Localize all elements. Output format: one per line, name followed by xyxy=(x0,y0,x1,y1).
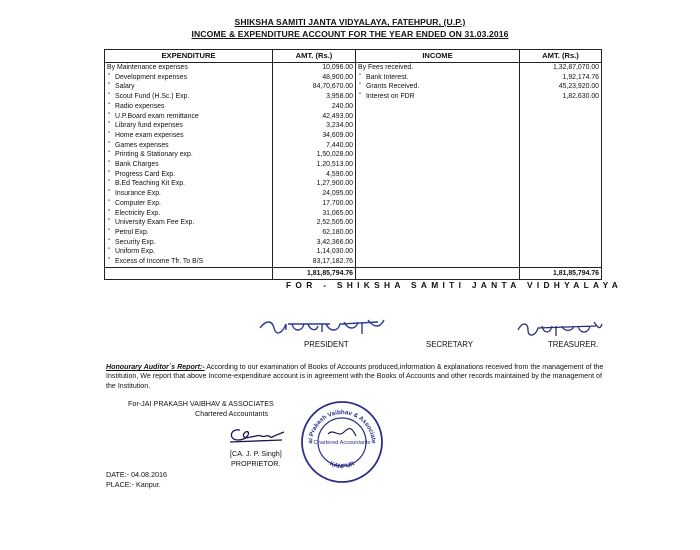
income-item: " Bank Interest. xyxy=(356,73,520,83)
expenditure-item: " Electricity Exp. xyxy=(105,209,273,219)
income-amount xyxy=(520,141,602,151)
expenditure-item: " Development expenses xyxy=(105,73,273,83)
income-amount xyxy=(520,218,602,228)
auditor-title: PROPRIETOR. xyxy=(231,459,281,468)
seal-bottom-text: KANPUR xyxy=(328,460,356,471)
expenditure-item: " Radio expenses xyxy=(105,102,273,112)
expenditure-amount: 31,065.00 xyxy=(273,209,356,219)
auditor-seal xyxy=(298,398,386,486)
expenditure-item: " B.Ed Teaching Kit Exp. xyxy=(105,179,273,189)
table-body xyxy=(105,63,602,280)
income-amount: 1,32,87,070.00 xyxy=(520,63,602,73)
income-item xyxy=(356,179,520,189)
income-amount: 45,23,920.00 xyxy=(520,82,602,92)
expenditure-item: " Insurance Exp. xyxy=(105,189,273,199)
treasurer-label: TREASURER. xyxy=(548,340,599,349)
total-empty-exp xyxy=(105,267,273,279)
col-amount-inc: AMT. (Rs.) xyxy=(520,50,602,63)
income-amount: 1,92,174.76 xyxy=(520,73,602,83)
auditor-signature xyxy=(226,424,286,446)
expenditure-amount: 3,234.00 xyxy=(273,121,356,131)
expenditure-amount: 42,493.00 xyxy=(273,112,356,122)
income-item xyxy=(356,218,520,228)
expenditure-item: " University Exam Fee Exp. xyxy=(105,218,273,228)
income-amount xyxy=(520,170,602,180)
expenditure-amount: 1,20,513.00 xyxy=(273,160,356,170)
svg-text:KANPUR xyxy=(328,460,356,470)
expenditure-amount: 24,095.00 xyxy=(273,189,356,199)
income-amount xyxy=(520,228,602,238)
income-amount xyxy=(520,257,602,267)
income-item: " Interest on FDR xyxy=(356,92,520,102)
income-item xyxy=(356,131,520,141)
income-amount xyxy=(520,238,602,248)
seal-top-text: ai Prakash Vaibhav & Associate xyxy=(306,408,378,444)
expenditure-item: " Home exam expenses xyxy=(105,131,273,141)
income-item xyxy=(356,209,520,219)
seal-center-text: Chartered Accountants xyxy=(313,440,371,446)
expenditure-item: " Games expenses xyxy=(105,141,273,151)
income-item xyxy=(356,112,520,122)
expenditure-amount: 3,42,366.00 xyxy=(273,238,356,248)
president-label: PRESIDENT xyxy=(304,340,349,349)
table-row xyxy=(105,73,602,83)
col-income: INCOME xyxy=(356,50,520,63)
expenditure-item: " Progress Card Exp. xyxy=(105,170,273,180)
expenditure-item: " Excess of Income Tfr. To B/S xyxy=(105,257,273,267)
total-empty-inc xyxy=(356,267,520,279)
col-expenditure: EXPENDITURE xyxy=(105,50,273,63)
table-row xyxy=(105,218,602,228)
expenditure-item: " Computer Exp. xyxy=(105,199,273,209)
income-item xyxy=(356,170,520,180)
expenditure-item: By Maintenance expenses xyxy=(105,63,273,73)
income-amount xyxy=(520,189,602,199)
expenditure-item: " Printing & Stationary exp. xyxy=(105,150,273,160)
document-subtitle: INCOME & EXPENDITURE ACCOUNT FOR THE YEAR ENDED ON 31.03.2016 xyxy=(191,29,509,39)
president-signature xyxy=(258,316,388,338)
income-amount xyxy=(520,247,602,257)
income-item: " Grants Received. xyxy=(356,82,520,92)
table-row xyxy=(105,189,602,199)
expenditure-amount: 34,609.00 xyxy=(273,131,356,141)
expenditure-item: " U.P.Board exam remittance xyxy=(105,112,273,122)
expenditure-item: " Salary xyxy=(105,82,273,92)
table-row xyxy=(105,199,602,209)
income-item: By Fees received. xyxy=(356,63,520,73)
treasurer-signature xyxy=(516,320,604,340)
income-item xyxy=(356,160,520,170)
income-item xyxy=(356,189,520,199)
table-row xyxy=(105,228,602,238)
income-amount xyxy=(520,199,602,209)
expenditure-amount: 62,180.00 xyxy=(273,228,356,238)
income-item xyxy=(356,228,520,238)
income-amount xyxy=(520,121,602,131)
table-row xyxy=(105,63,602,73)
table-row xyxy=(105,170,602,180)
total-expenditure: 1,81,85,794.76 xyxy=(273,267,356,279)
table-row xyxy=(105,247,602,257)
table-row xyxy=(105,131,602,141)
total-income: 1,81,85,794.76 xyxy=(520,267,602,279)
income-item xyxy=(356,247,520,257)
expenditure-amount: 48,900.00 xyxy=(273,73,356,83)
income-item xyxy=(356,121,520,131)
expenditure-amount: 17,700.00 xyxy=(273,199,356,209)
expenditure-amount: 240.00 xyxy=(273,102,356,112)
expenditure-amount: 1,14,030.00 xyxy=(273,247,356,257)
expenditure-amount: 10,096.00 xyxy=(273,63,356,73)
table-row xyxy=(105,82,602,92)
expenditure-amount: 4,590.00 xyxy=(273,170,356,180)
income-amount xyxy=(520,179,602,189)
expenditure-amount: 3,958.00 xyxy=(273,92,356,102)
income-amount xyxy=(520,160,602,170)
document-title: SHIKSHA SAMITI JANTA VIDYALAYA, FATEHPUR, (U.P.) xyxy=(234,17,466,27)
income-amount xyxy=(520,131,602,141)
auditor-type: Chartered Accountants xyxy=(195,409,269,418)
expenditure-amount: 7,440.00 xyxy=(273,141,356,151)
table-row xyxy=(105,160,602,170)
table-row xyxy=(105,112,602,122)
auditor-name: [CA. J. P. Singh] xyxy=(230,449,282,458)
table-row xyxy=(105,92,602,102)
income-amount xyxy=(520,102,602,112)
table-row xyxy=(105,238,602,248)
for-line: FOR - SHIKSHA SAMITI JANTA VIDHYALAYA xyxy=(286,280,623,290)
total-row xyxy=(105,267,602,279)
income-item xyxy=(356,141,520,151)
table-row xyxy=(105,121,602,131)
expenditure-item: " Library fund expenses xyxy=(105,121,273,131)
income-item xyxy=(356,257,520,267)
expenditure-item: " Bank Charges xyxy=(105,160,273,170)
expenditure-item: " Security Exp. xyxy=(105,238,273,248)
income-amount xyxy=(520,209,602,219)
date-text: DATE:- 04.08.2016 xyxy=(106,470,167,479)
table-header-row xyxy=(105,50,602,63)
income-expenditure-table xyxy=(104,49,602,280)
expenditure-item: " Uniform Exp. xyxy=(105,247,273,257)
expenditure-item: " Scout Fund (H.Sc.) Exp. xyxy=(105,92,273,102)
income-amount xyxy=(520,112,602,122)
auditor-report-text: According to our examination of Books of Accounts produced,information & explanations received from the management of the Institution, We report that above Income-expenditure account is in agreement with the Books of Accounts and other records maintained by the management of the Institution. xyxy=(106,363,604,390)
income-item xyxy=(356,102,520,112)
table-row xyxy=(105,150,602,160)
income-item xyxy=(356,150,520,160)
table-row xyxy=(105,102,602,112)
place-text: PLACE:- Kanpur. xyxy=(106,480,161,489)
income-amount: 1,82,630.00 xyxy=(520,92,602,102)
income-amount xyxy=(520,150,602,160)
auditor-firm: For-JAI PRAKASH VAIBHAV & ASSOCIATES xyxy=(128,399,274,408)
expenditure-amount: 83,17,182.76 xyxy=(273,257,356,267)
table-row xyxy=(105,141,602,151)
table-row xyxy=(105,209,602,219)
expenditure-amount: 84,70,670.00 xyxy=(273,82,356,92)
table-row xyxy=(105,257,602,267)
secretary-label: SECRETARY xyxy=(426,340,473,349)
expenditure-amount: 1,50,028.00 xyxy=(273,150,356,160)
auditor-report-label: Honourary Auditor`s Report:- xyxy=(106,363,205,371)
table-row xyxy=(105,179,602,189)
expenditure-amount: 1,27,900.00 xyxy=(273,179,356,189)
expenditure-item: " Petrol Exp. xyxy=(105,228,273,238)
col-amount-exp: AMT. (Rs.) xyxy=(273,50,356,63)
expenditure-amount: 2,52,505.00 xyxy=(273,218,356,228)
auditor-report xyxy=(106,363,606,391)
income-item xyxy=(356,238,520,248)
income-item xyxy=(356,199,520,209)
